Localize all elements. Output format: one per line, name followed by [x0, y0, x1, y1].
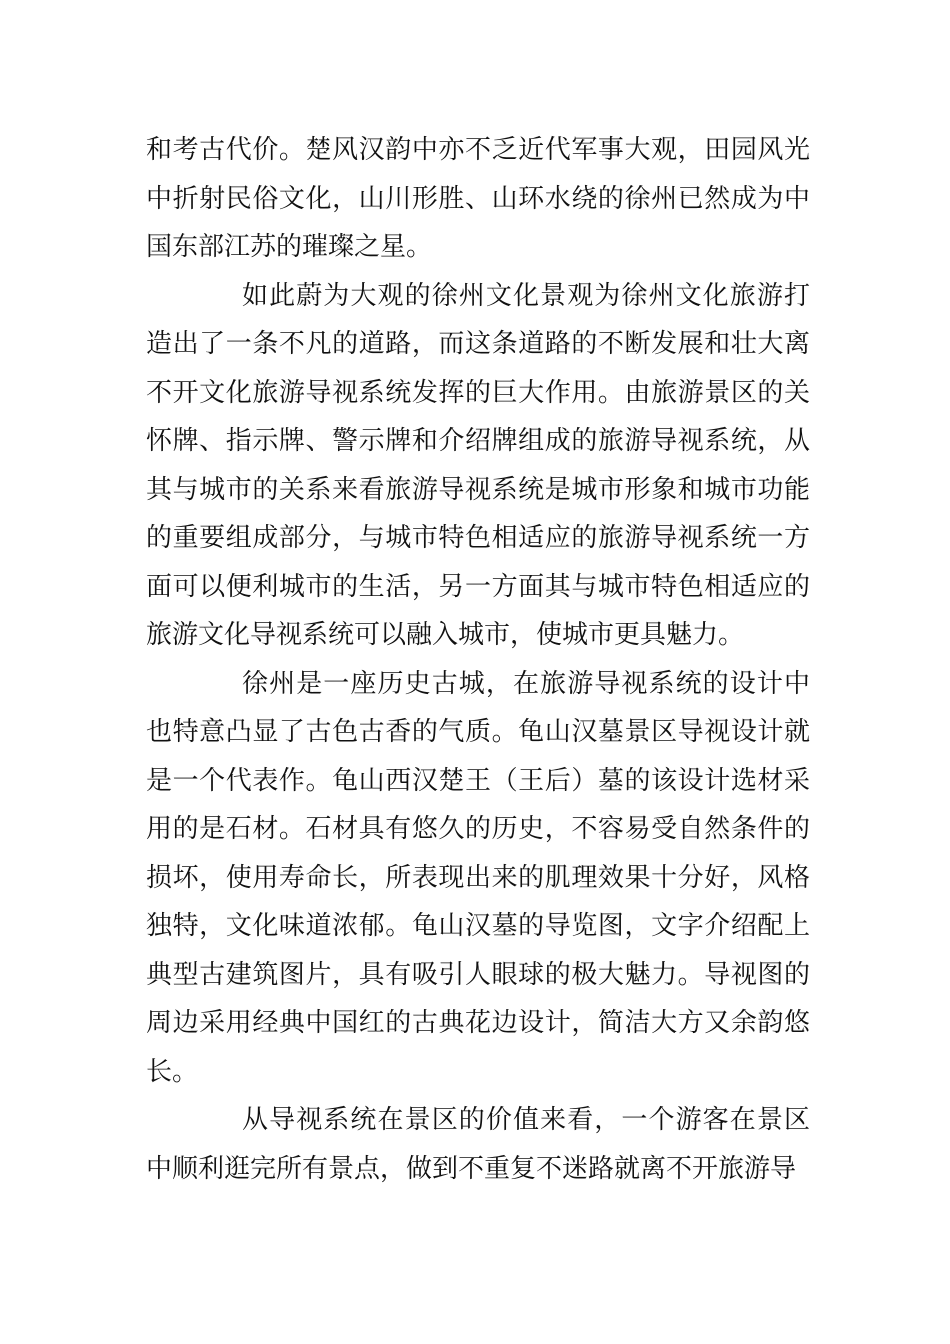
paragraph-3: 徐州是一座历史古城，在旅游导视系统的设计中也特意凸显了古色古香的气质。龟山汉墓景区导视设计就是一个代表作。龟山西汉楚王（王后）墓的该设计选材采用的是石材。石材具有悠久的历史，不容易受自然条件的损坏，使用寿命长，所表现出来的肌理效果十分好，风格独特，文化味道浓郁。龟山汉墓的导览图，文字介绍配上典型古建筑图片，具有吸引人眼球的极大魅力。导视图的周边采用经典中国红的古典花边设计，简洁大方又余韵悠长。 [146, 668, 810, 1087]
paragraph-2: 如此蔚为大观的徐州文化景观为徐州文化旅游打造出了一条不凡的道路，而这条道路的不断发展和壮大离不开文化旅游导视系统发挥的巨大作用。由旅游景区的关怀牌、指示牌、警示牌和介绍牌组成的旅游导视系统，从其与城市的关系来看旅游导视系统是城市形象和城市功能的重要组成部分，与城市特色相适应的旅游导视系统一方面可以便利城市的生活，另一方面其与城市特色相适应的旅游文化导视系统可以融入城市，使城市更具魅力。 [146, 280, 810, 650]
paragraph-1: 和考古代价。楚风汉韵中亦不乏近代军事大观，田园风光中折射民俗文化，山川形胜、山环水绕的徐州已然成为中国东部江苏的璀璨之星。 [146, 135, 810, 262]
paragraph-4: 从导视系统在景区的价值来看，一个游客在景区中顺利逛完所有景点，做到不重复不迷路就离不开旅游导 [146, 1105, 810, 1184]
body-text [146, 126, 810, 1193]
